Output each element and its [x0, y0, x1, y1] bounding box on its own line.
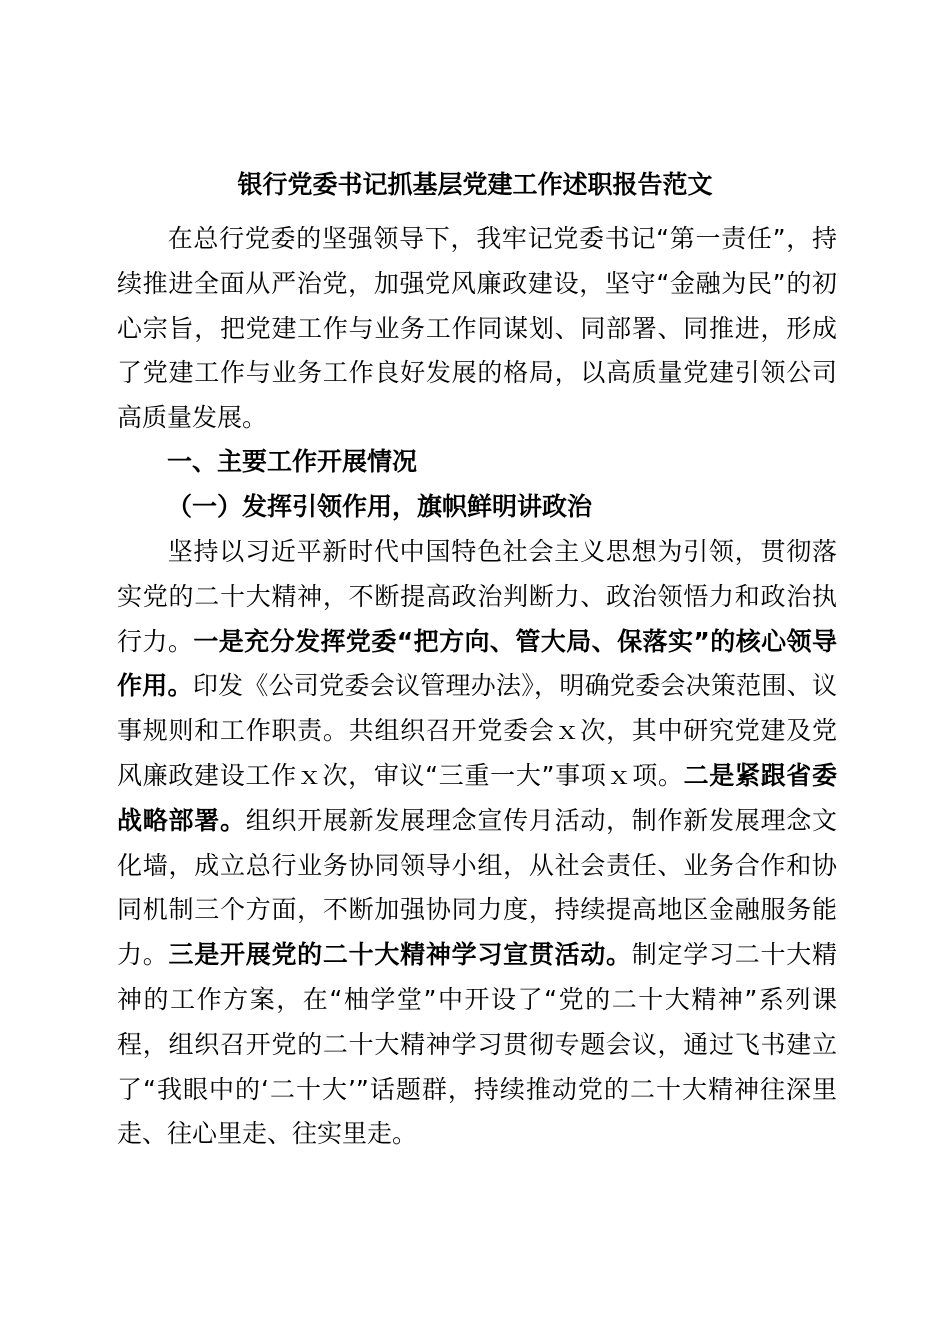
point-1-bold: 一是充分发挥党委“把方向、管大局、保落实”的核心领导作用。 [117, 626, 837, 701]
section-heading: 一、主要工作开展情况 [167, 447, 418, 476]
point-2-bold: 二是紧跟省委战略部署。 [117, 760, 837, 835]
point-3-text: 制定学习二十大精神的工作方案，在“柚学堂”中开设了“党的二十大精神”系列课程，组织召开党的二十大精神学习贯彻专题会议，通过飞书建立了“我眼中的‘二十大’”话题群，持续推动党的二十大精神往深里走、往心里走、往实里走。 [117, 940, 837, 1149]
body-lead-text: 坚持以习近平新时代中国特色社会主义思想为引领，贯彻落实党的二十大精神，不断提高政治判断力、政治领悟力和政治执行力。 [117, 537, 837, 656]
intro-text: 在总行党委的坚强领导下，我牢记党委书记“第一责任”，持续推进全面从严治党，加强党风廉政建设，坚守“金融为民”的初心宗旨，把党建工作与业务工作同谋划、同部署、同推进，形成了党建工作与业务工作良好发展的格局，以高质量党建引领公司高质量发展。 [117, 224, 837, 433]
body-paragraph [117, 530, 837, 1157]
point-1-text: 印发《公司党委会议管理办法》，明确党委会决策范围、议事规则和工作职责。共组织召开党委会ｘ次，其中研究党建及党风廉政建设工作ｘ次，审议“三重一大”事项ｘ项。 [117, 671, 837, 790]
intro-paragraph [117, 217, 837, 441]
document-title: 银行党委书记抓基层党建工作述职报告范文 [237, 170, 713, 199]
point-2-text: 组织开展新发展理念宣传月活动，制作新发展理念文化墙，成立总行业务协同领导小组，从社会责任、业务合作和协同机制三个方面，不断加强协同力度，持续提高地区金融服务能力。 [117, 805, 837, 970]
point-3-bold: 三是开展党的二十大精神学习宣贯活动。 [168, 940, 632, 970]
subsection-heading: （一）发挥引领作用，旗帜鲜明讲政治 [167, 492, 593, 521]
